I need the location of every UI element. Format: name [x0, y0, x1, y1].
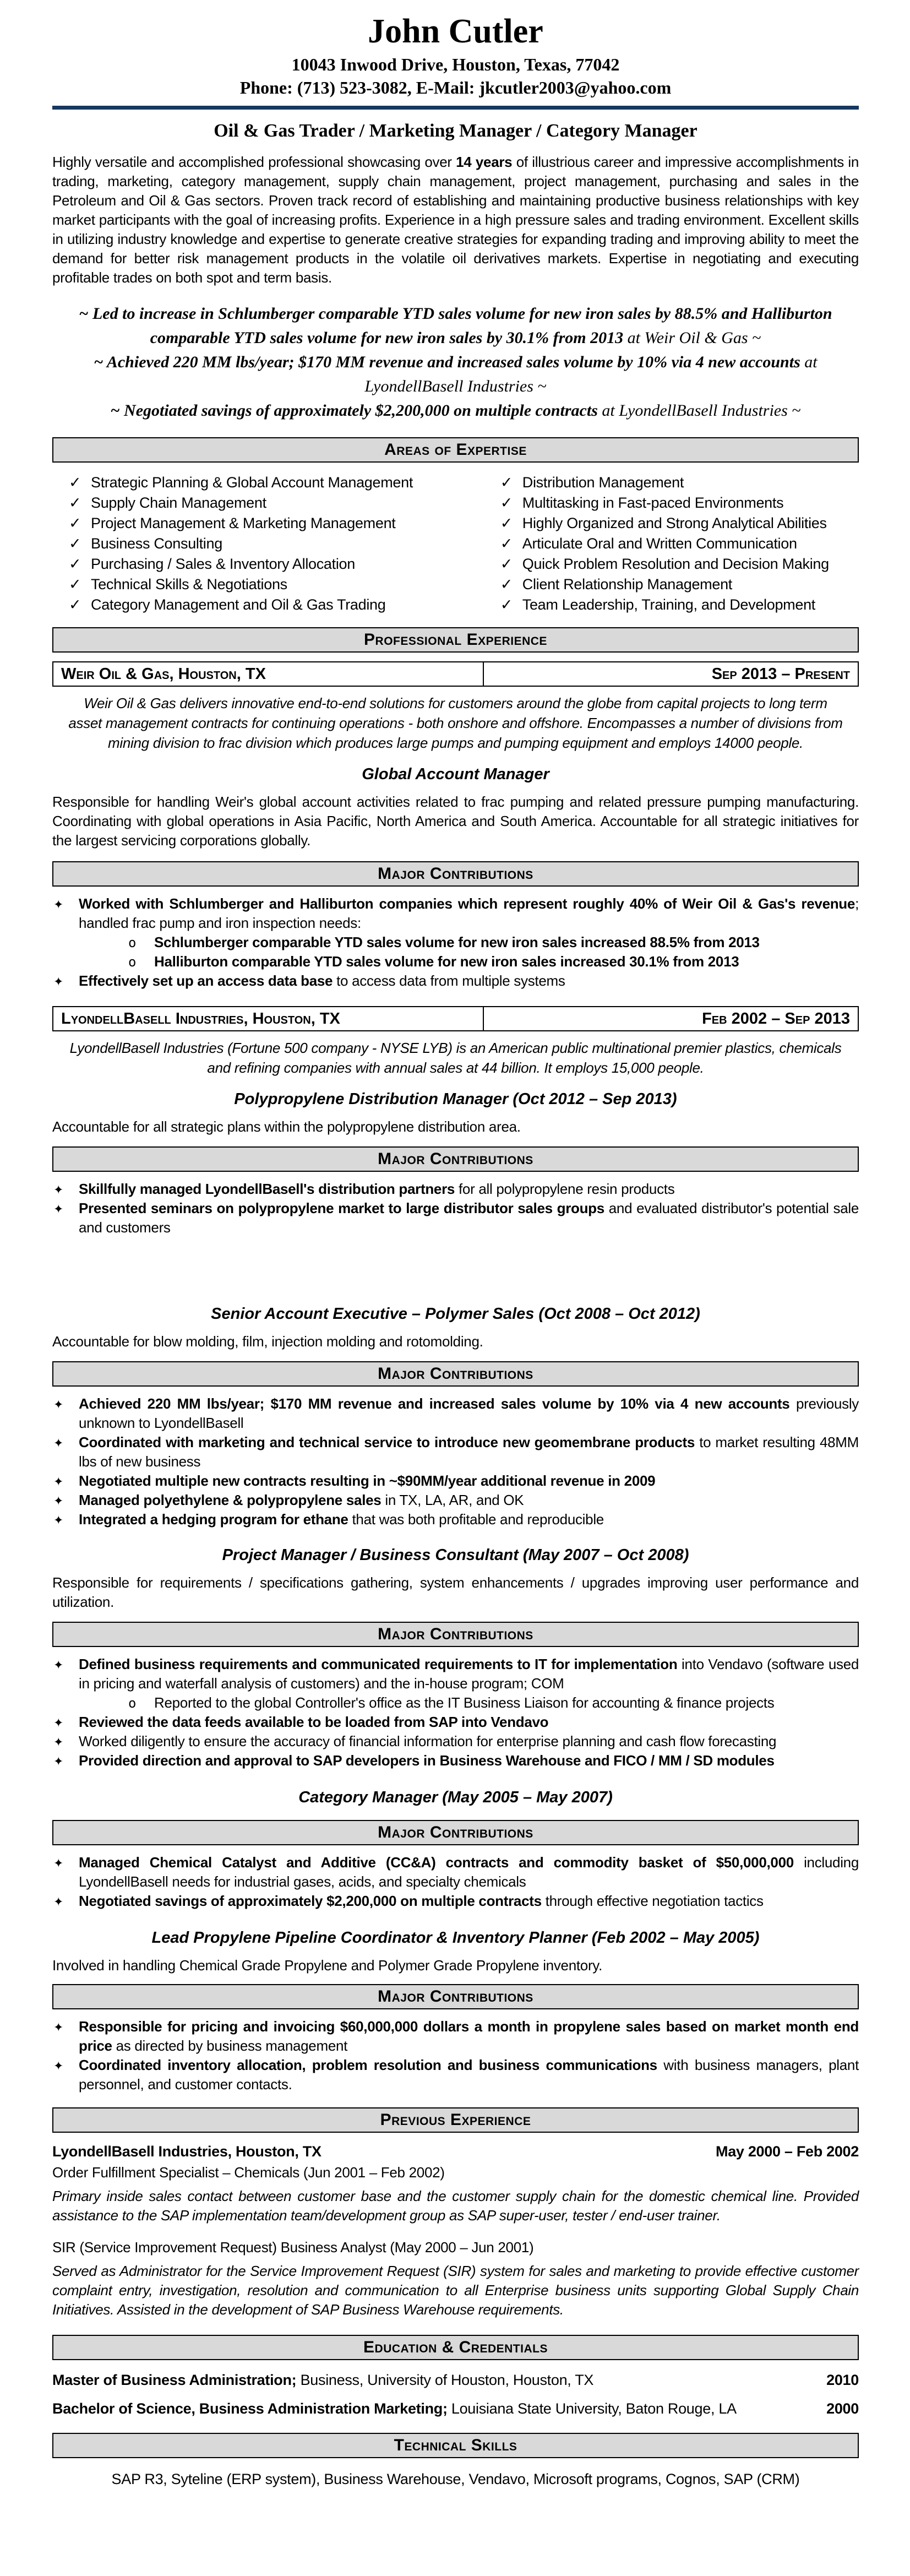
expertise-item-label: Quick Problem Resolution and Decision Making	[522, 556, 829, 572]
bullet-bold: Coordinated with marketing and technical service to introduce new geomembrane products	[79, 1434, 695, 1450]
company-description: LyondellBasell Industries (Fortune 500 company - NYSE LYB) is an American public multinational premier plastics, chemicals and refining companies with annual sales at 44 billion. It employs 15,000 people.	[69, 1040, 842, 1076]
expertise-item	[52, 595, 484, 615]
previous-role-description: Served as Administrator for the Service Improvement Request (SIR) system for sales and marketing to provide effective customer complaint entry, investigation, resolution and communication to all Enterprise business units supporting Global Supply Chain Initiatives. Assisted in the development of SAP Business Warehouse requirements.	[52, 2263, 859, 2318]
expertise-item-label: Highly Organized and Strong Analytical Abilities	[522, 515, 827, 531]
section-title: Major Contributions	[378, 1823, 533, 1841]
bullet-item	[52, 2017, 859, 2056]
highlight-line	[52, 399, 859, 423]
role-title: Senior Account Executive – Polymer Sales (Oct 2008 – Oct 2012)	[211, 1305, 700, 1323]
company-dates: Feb 2002 – Sep 2013	[702, 1009, 850, 1028]
bullet-rest: ; handled frac pump and iron inspection needs:	[79, 895, 859, 931]
role-intro: Accountable for all strategic plans within the polypropylene distribution area.	[52, 1118, 521, 1135]
highlights-block	[52, 302, 859, 423]
bullet-rest: for all polypropylene resin products	[455, 1181, 675, 1197]
previous-role-title: SIR (Service Improvement Request) Business Analyst (May 2000 – Jun 2001)	[52, 2239, 534, 2256]
section-title: Education & Credentials	[363, 2338, 548, 2356]
role-title: Category Manager (May 2005 – May 2007)	[298, 1789, 613, 1806]
sub-bullet-item	[52, 952, 859, 971]
expertise-item-label: Project Management & Marketing Management	[91, 515, 396, 531]
summary-text-pre: Highly versatile and accomplished professional showcasing over	[52, 154, 456, 170]
check-icon: ✓	[500, 596, 513, 613]
bullet-bold: Defined business requirements and communicated requirements to IT for implementation	[79, 1656, 678, 1672]
expertise-item	[484, 574, 859, 595]
section-header-major-contributions	[52, 1622, 859, 1647]
bullet-rest: to access data from multiple systems	[333, 972, 565, 989]
bullet-bold: Reviewed the data feeds available to be loaded from SAP into Vendavo	[79, 1714, 549, 1730]
education-degree-bold: Bachelor of Science, Business Administration Marketing;	[52, 2400, 448, 2417]
bullet-icon: ✦	[53, 1398, 64, 1411]
bullet-item	[52, 1655, 859, 1693]
bullet-list	[52, 1655, 859, 1770]
section-header-major-contributions	[52, 861, 859, 887]
contdel-bullet-list	[52, 894, 859, 991]
expertise-column-left	[52, 472, 484, 615]
role-intro: Responsible for handling Weir's global account activities related to frac pumping and related pressure pumping manufacturing. Coordinating with global operations in Asia Pacific, North America and South America. Accountable for all strategic initiatives for the largest servicing corporations globally.	[52, 794, 859, 849]
education-degree	[52, 2370, 815, 2390]
expertise-item	[484, 493, 859, 513]
highlight-normal: at Weir Oil & Gas ~	[627, 329, 761, 347]
bullet-bold: Integrated a hedging program for ethane	[79, 1511, 348, 1528]
bullet-item	[52, 1180, 859, 1199]
expertise-item-label: Multitasking in Fast-paced Environments	[522, 494, 784, 511]
bullet-icon: ✦	[53, 2020, 64, 2034]
section-header-previous-experience	[52, 2107, 859, 2133]
role-title: Global Account Manager	[362, 765, 549, 783]
section-header-education-credentials	[52, 2335, 859, 2360]
contact-line: Phone: (713) 523-3082, E-Mail: jkcutler2003@yahoo.com	[239, 78, 672, 97]
check-icon: ✓	[69, 535, 81, 552]
section-header-major-contributions	[52, 1984, 859, 2009]
section-title: Professional Experience	[364, 631, 547, 649]
bullet-bold: Effectively set up an access data base	[79, 972, 333, 989]
bullet-item	[52, 1892, 859, 1911]
bullet-rest: previously unknown to LyondellBasell	[79, 1395, 859, 1431]
sub-bullet-item	[52, 1693, 859, 1713]
expertise-item-label: Strategic Planning & Global Account Management	[91, 474, 413, 491]
education-degree-bold: Master of Business Administration;	[52, 2372, 297, 2388]
bullet-rest: into Vendavo (software used in pricing and waterfall analysis of customers) and the in-house program; COM	[79, 1656, 859, 1692]
education-year: 2010	[826, 2372, 859, 2388]
bullet-rest: to market resulting 48MM lbs of new business	[79, 1434, 859, 1470]
bullet-bold: Negotiated savings of approximately $2,200,000 on multiple contracts	[79, 1893, 542, 1909]
check-icon: ✓	[500, 556, 513, 572]
company-header-row-weir	[52, 661, 859, 687]
expertise-item	[52, 534, 484, 554]
bullet-icon: ✦	[53, 1475, 64, 1488]
check-icon: ✓	[69, 515, 81, 531]
expertise-item-label: Business Consulting	[91, 535, 222, 552]
bullet-item	[52, 1853, 859, 1892]
bullet-list	[52, 1394, 859, 1529]
sub-bullet-item	[52, 933, 859, 952]
role-intro: Involved in handling Chemical Grade Propylene and Polymer Grade Propylene inventory.	[52, 1957, 602, 1974]
role-title: Polypropylene Distribution Manager (Oct 2012 – Sep 2013)	[234, 1090, 677, 1108]
bullet-bold: Achieved 220 MM lbs/year; $170 MM revenue and increased sales volume by 10% via 4 new accounts	[79, 1395, 790, 1412]
skills-line: SAP R3, Syteline (ERP system), Business Warehouse, Vendavo, Microsoft programs, Cognos, SAP (CRM)	[111, 2471, 800, 2487]
bullet-item	[52, 1199, 859, 1237]
expertise-item-label: Technical Skills & Negotiations	[91, 576, 287, 593]
check-icon: ✓	[500, 515, 513, 531]
sub-bullet-text: Reported to the global Controller's office as the IT Business Liaison for accounting & finance projects	[154, 1694, 775, 1711]
bullet-bold: Responsible for pricing and invoicing $60,000,000 dollars a month in propylene sales based on market month end price	[79, 2018, 859, 2054]
expertise-item	[52, 493, 484, 513]
previous-role-description: Primary inside sales contact between customer base and the customer supply chain for the domestic chemical line. Provided assistance to the SAP implementation team/development group as SAP super-user, tester / end-user trainer.	[52, 2188, 859, 2224]
company-dates: Sep 2013 – Present	[711, 665, 850, 683]
bullet-rest: and evaluated distributor's potential sale and customers	[79, 1200, 859, 1236]
bullet-item	[52, 1510, 859, 1529]
bullet-item	[52, 1471, 859, 1491]
previous-company-name: LyondellBasell Industries, Houston, TX	[52, 2143, 322, 2160]
bullet-item	[52, 1732, 859, 1751]
bullet-icon: ✦	[53, 1494, 64, 1508]
bullet-bold: Managed Chemical Catalyst and Additive (CC&A) contracts and commodity basket of $50,000,000	[79, 1854, 794, 1871]
bullet-bold: Managed polyethylene & polypropylene sales	[79, 1492, 382, 1508]
resume-title: Oil & Gas Trader / Marketing Manager / Category Manager	[214, 121, 698, 141]
bullet-list	[52, 1853, 859, 1911]
role-intro: Responsible for requirements / specifications gathering, system enhancements / upgrades improving user performance and utilization.	[52, 1574, 859, 1610]
bullet-bold: Presented seminars on polypropylene market to large distributor sales groups	[79, 1200, 604, 1216]
section-title: Major Contributions	[378, 1987, 533, 2006]
highlight-line	[52, 302, 859, 350]
check-icon: ✓	[500, 474, 513, 491]
education-entry	[52, 2370, 859, 2390]
highlight-normal: at LyondellBasell Industries ~	[364, 353, 818, 395]
bullet-icon: ✦	[53, 1202, 64, 1216]
bullet-icon: ✦	[53, 1436, 64, 1450]
highlight-bold: ~ Led to increase in Schlumberger comparable YTD sales volume for new iron sales by 88.5% and Halliburton comparable YTD sales volume for new iron sales by 30.1% from 2013	[79, 305, 832, 347]
expertise-item	[52, 513, 484, 534]
check-icon: ✓	[69, 494, 81, 511]
summary-paragraph	[52, 153, 859, 287]
summary-bold-years: 14 years	[456, 154, 513, 170]
candidate-name: John Cutler	[368, 13, 543, 50]
bullet-bold: Provided direction and approval to SAP developers in Business Warehouse and FICO / MM / SD modules	[79, 1752, 775, 1769]
bullet-item	[52, 971, 859, 991]
section-header-major-contributions	[52, 1820, 859, 1845]
check-icon: ✓	[500, 494, 513, 511]
education-degree-rest: Business, University of Houston, Houston, TX	[296, 2372, 594, 2388]
expertise-item-label: Purchasing / Sales & Inventory Allocation	[91, 556, 355, 572]
sub-bullet-icon: o	[128, 1695, 137, 1711]
address-line: 10043 Inwood Drive, Houston, Texas, 77042	[291, 55, 620, 74]
expertise-item	[484, 595, 859, 615]
bullet-list	[52, 1180, 859, 1237]
bullet-icon: ✦	[53, 1754, 64, 1768]
previous-company-row	[52, 2142, 859, 2161]
bullet-item	[52, 1751, 859, 1770]
bullet-icon: ✦	[53, 1716, 64, 1730]
expertise-item-label: Distribution Management	[522, 474, 684, 491]
expertise-item	[484, 534, 859, 554]
bullet-rest: through effective negotiation tactics	[541, 1893, 764, 1909]
bullet-rest: Worked diligently to ensure the accuracy of financial information for enterprise planning and cash flow forecasting	[79, 1733, 777, 1749]
education-degree-rest: Louisiana State University, Baton Rouge, LA	[447, 2400, 737, 2417]
summary-text-post: of illustrious career and impressive accomplishments in trading, marketing, category management, supply chain management, project management, purchasing and sales in the Petroleum and Oil & Gas sectors. Proven track record of establishing and maintaining productive business relationships with key market participants with the goal of increasing profits. Experience in a high pressure sales and trading environment. Excellent skills in utilizing industry knowledge and expertise to generate creative strategies for expanding trading and improving ability to meet the demand for better risk management products in the volatile oil derivatives markets. Expertise in negotiating and executing profitable trades on both spot and term basis.	[52, 154, 859, 286]
expertise-item	[52, 554, 484, 574]
expertise-columns	[52, 472, 859, 615]
check-icon: ✓	[69, 596, 81, 613]
bullet-bold: Skillfully managed LyondellBasell's distribution partners	[79, 1181, 455, 1197]
bullet-item	[52, 1394, 859, 1433]
section-header-professional-experience	[52, 627, 859, 653]
bullet-item	[52, 894, 859, 933]
bullet-icon: ✦	[53, 1513, 64, 1527]
highlight-line	[52, 350, 859, 399]
role-title: Lead Propylene Pipeline Coordinator & Inventory Planner (Feb 2002 – May 2005)	[151, 1929, 760, 1947]
bullet-bold: Coordinated inventory allocation, problem resolution and business communications	[79, 2057, 657, 2073]
section-header-technical-skills	[52, 2433, 859, 2458]
bullet-icon: ✦	[53, 2059, 64, 2073]
expertise-item-label: Articulate Oral and Written Communication	[522, 535, 797, 552]
sub-bullet-text: Halliburton comparable YTD sales volume for new iron sales increased 30.1% from 2013	[154, 953, 739, 970]
bullet-list	[52, 2017, 859, 2094]
bullet-icon: ✦	[53, 1856, 64, 1870]
expertise-item	[484, 554, 859, 574]
check-icon: ✓	[69, 576, 81, 593]
section-title: Major Contributions	[378, 1365, 533, 1383]
section-title: Major Contributions	[378, 865, 533, 883]
check-icon: ✓	[69, 474, 81, 491]
highlight-bold: ~ Negotiated savings of approximately $2,200,000 on multiple contracts	[110, 401, 602, 420]
bullet-bold: Worked with Schlumberger and Halliburton companies which represent roughly 40% of Weir Oil & Gas's revenue	[79, 895, 855, 912]
bullet-rest: including LyondellBasell needs for industrial gases, acids, and specialty chemicals	[79, 1854, 859, 1890]
sub-bullet-text: Schlumberger comparable YTD sales volume for new iron sales increased 88.5% from 2013	[154, 934, 760, 950]
bullet-rest: as directed by business management	[112, 2037, 348, 2054]
bullet-rest: in TX, LA, AR, and OK	[381, 1492, 524, 1508]
company-name: Weir Oil & Gas, Houston, TX	[53, 662, 484, 686]
bullet-rest: that was both profitable and reproducible	[348, 1511, 604, 1528]
section-header-major-contributions	[52, 1146, 859, 1172]
bullet-item	[52, 1491, 859, 1510]
expertise-item	[52, 472, 484, 493]
highlight-normal: at LyondellBasell Industries ~	[602, 401, 801, 420]
company-header-row-lyondell	[52, 1006, 859, 1031]
education-entry	[52, 2399, 859, 2419]
section-title: Areas of Expertise	[384, 441, 527, 459]
expertise-item	[484, 513, 859, 534]
expertise-item-label: Supply Chain Management	[91, 494, 266, 511]
company-name: LyondellBasell Industries, Houston, TX	[53, 1007, 484, 1030]
section-title: Major Contributions	[378, 1150, 533, 1168]
sub-bullet-icon: o	[128, 935, 137, 950]
education-degree	[52, 2399, 815, 2419]
check-icon: ✓	[69, 556, 81, 572]
bullet-icon: ✦	[53, 1735, 64, 1749]
previous-company-dates: May 2000 – Feb 2002	[716, 2143, 859, 2160]
highlight-bold: ~ Achieved 220 MM lbs/year; $170 MM revenue and increased sales volume by 10% via 4 new accounts	[94, 353, 805, 371]
check-icon: ✓	[500, 535, 513, 552]
bullet-bold: Negotiated multiple new contracts resulting in ~$90MM/year additional revenue in 2009	[79, 1472, 656, 1489]
expertise-item	[484, 472, 859, 493]
bullet-rest: with business managers, plant personnel, and customer contacts.	[79, 2057, 859, 2093]
expertise-item-label: Team Leadership, Training, and Development	[522, 596, 815, 613]
role-intro: Accountable for blow molding, film, injection molding and rotomolding.	[52, 1333, 483, 1350]
section-header-major-contributions	[52, 1361, 859, 1387]
check-icon: ✓	[500, 576, 513, 593]
expertise-column-right	[484, 472, 859, 615]
company-description: Weir Oil & Gas delivers innovative end-to-end solutions for customers around the globe from capital projects to long term asset management contracts for continuing operations - both onshore and offshore. Encompasses a number of divisions from mining division to frac division which produces large pumps and pumping equipment and employs 14000 people.	[68, 695, 843, 751]
bullet-item	[52, 1433, 859, 1471]
bullet-icon: ✦	[53, 1183, 64, 1197]
role-title: Project Manager / Business Consultant (May 2007 – Oct 2008)	[222, 1546, 689, 1564]
expertise-item-label: Category Management and Oil & Gas Trading	[91, 596, 386, 613]
bullet-icon: ✦	[53, 1895, 64, 1909]
section-title: Major Contributions	[378, 1625, 533, 1643]
bullet-item	[52, 2056, 859, 2094]
header-divider-rule	[52, 106, 859, 110]
bullet-icon: ✦	[53, 1658, 64, 1672]
sub-bullet-icon: o	[128, 954, 137, 970]
previous-role-title: Order Fulfillment Specialist – Chemicals (Jun 2001 – Feb 2002)	[52, 2164, 445, 2181]
section-title: Technical Skills	[394, 2436, 517, 2454]
bullet-icon: ✦	[53, 975, 64, 988]
section-header-areas-of-expertise	[52, 437, 859, 463]
section-title: Previous Experience	[380, 2111, 531, 2129]
bullet-item	[52, 1713, 859, 1732]
expertise-item-label: Client Relationship Management	[522, 576, 732, 593]
education-year: 2000	[826, 2400, 859, 2417]
expertise-item	[52, 574, 484, 595]
bullet-icon: ✦	[53, 898, 64, 911]
